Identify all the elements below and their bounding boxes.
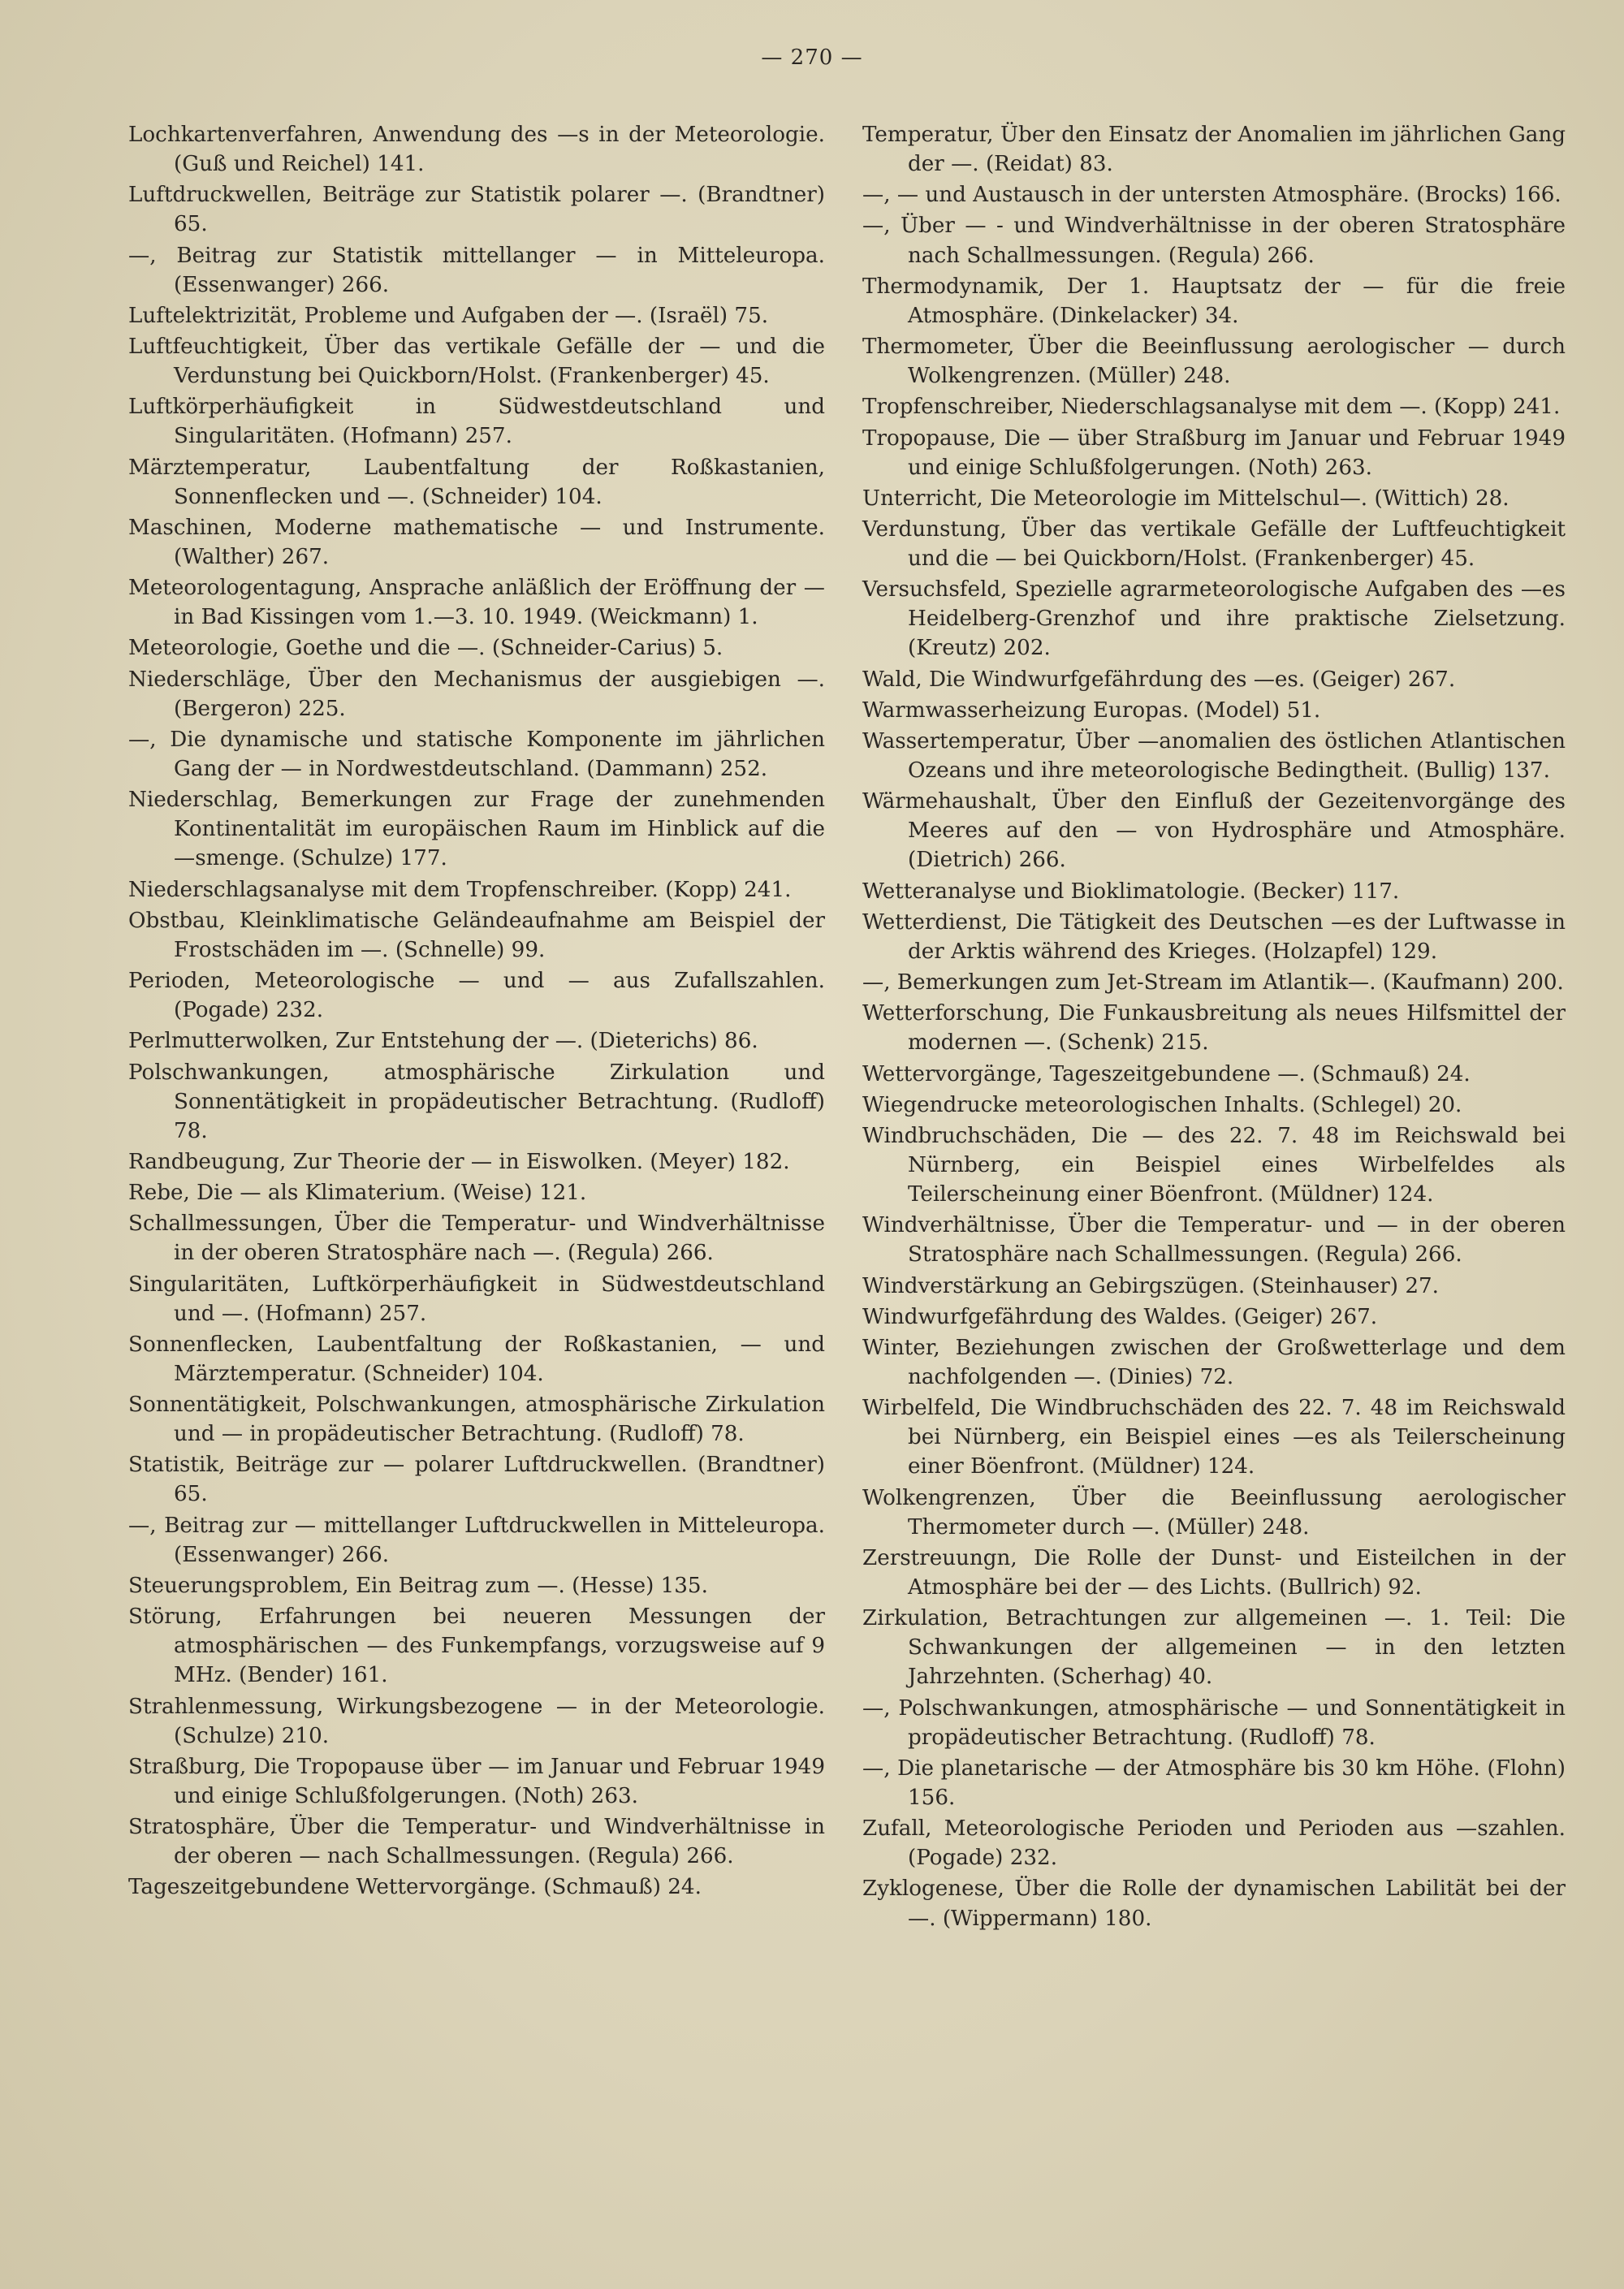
index-entry: Wirbelfeld, Die Windbruchschäden des 22. 7. 48 im Reichswald bei Nürnberg, ein Beispiel eines —es als Teilerscheinung einer Böenfront. (Müldner) 124. [862,1396,1566,1479]
index-entry: Temperatur, Über den Einsatz der Anomalien im jährlichen Gang der —. (Reidat) 83. [862,123,1566,177]
index-entry: Meteorologie, Goethe und die —. (Schneider-Carius) 5. [128,636,723,661]
index-entry: Lochkartenverfahren, Anwendung des —s in der Meteorologie. (Guß und Reichel) 141. [128,123,825,177]
index-entry: —, Polschwankungen, atmosphärische — und Sonnentätigkeit in propädeutischer Betrachtung. (Rudloff) 78. [862,1695,1566,1750]
index-entry: Wetterforschung, Die Funkausbreitung als neues Hilfsmittel der modernen —. (Schenk) 215. [862,1001,1566,1056]
index-entry: Perlmutterwolken, Zur Entstehung der —. (Dieterichs) 86. [128,1029,758,1054]
index-column-left [128,120,825,1904]
index-entry: Singularitäten, Luftkörperhäufigkeit in Südwestdeutschland und —. (Hofmann) 257. [128,1272,825,1326]
index-entry: Verdunstung, Über das vertikale Gefälle der Luftfeuchtigkeit und die — bei Quickborn/Holst. (Frankenberger) 45. [862,516,1566,572]
index-entry: Maschinen, Moderne mathematische — und Instrumente. (Walther) 267. [128,515,825,569]
index-entry: Straßburg, Die Tropopause über — im Januar und Februar 1949 und einige Schlußfolgerungen. (Noth) 263. [128,1754,825,1808]
index-entry: Unterricht, Die Meteorologie im Mittelschul—. (Wittich) 28. [862,486,1510,511]
index-entry: Perioden, Meteorologische — und — aus Zufallszahlen. (Pogade) 232. [128,969,825,1023]
index-entry: Windwurfgefährdung des Waldes. (Geiger) 267. [862,1304,1378,1329]
index-entry: Thermometer, Über die Beeinflussung aerologischer — durch Wolkengrenzen. (Müller) 248. [862,335,1566,389]
index-entry: —, Beitrag zur — mittellanger Luftdruckwellen in Mitteleuropa. (Essenwanger) 266. [128,1513,825,1567]
index-entry: Warmwasserheizung Europas. (Model) 51. [862,697,1321,723]
index-entry: Obstbau, Kleinklimatische Geländeaufnahme am Beispiel der Frostschäden im —. (Schnelle) 99. [128,908,825,962]
index-entry: Wassertemperatur, Über —anomalien des östlichen Atlantischen Ozeans und ihre meteorologische Bedingtheit. (Bullig) 137. [862,729,1566,784]
index-entry: Meteorologentagung, Ansprache anläßlich der Eröffnung der — in Bad Kissingen vom 1.—3. 10. 1949. (Weickmann) 1. [128,576,825,630]
index-entry: —, Die planetarische — der Atmosphäre bis 30 km Höhe. (Flohn) 156. [862,1756,1566,1810]
index-entry: Tageszeitgebundene Wettervorgänge. (Schmauß) 24. [128,1875,702,1900]
index-entry: Strahlenmessung, Wirkungsbezogene — in der Meteorologie. (Schulze) 210. [128,1694,825,1748]
index-entry: Wetterdienst, Die Tätigkeit des Deutschen —es der Luftwasse in der Arktis während des Krieges. (Holzapfel) 129. [862,909,1566,964]
index-entry: Wiegendrucke meteorologischen Inhalts. (Schlegel) 20. [862,1092,1462,1117]
index-entry: —, Bemerkungen zum Jet-Stream im Atlantik—. (Kaufmann) 200. [862,970,1564,995]
index-entry: Luftdruckwellen, Beiträge zur Statistik polarer —. (Brandtner) 65. [128,183,825,237]
index-entry: Sonnenflecken, Laubentfaltung der Roßkastanien, — und Märztemperatur. (Schneider) 104. [128,1332,825,1386]
index-column-right [862,120,1566,1935]
index-entry: Luftelektrizität, Probleme und Aufgaben der —. (Israël) 75. [128,303,769,328]
index-entry: Versuchsfeld, Spezielle agrarmeteorologische Aufgaben des —es Heidelberg-Grenzhof und ihre praktische Zielsetzung. (Kreutz) 202. [862,577,1566,661]
index-entry: Windbruchschäden, Die — des 22. 7. 48 im Reichswald bei Nürnberg, ein Beispiel eines Wirbelfeldes als Teilerscheinung einer Böenfront. (Müldner) 124. [862,1123,1566,1207]
index-entry: Zyklogenese, Über die Rolle der dynamischen Labilität bei der —. (Wippermann) 180. [862,1877,1566,1931]
index-entry: Luftfeuchtigkeit, Über das vertikale Gefälle der — und die Verdunstung bei Quickborn/Holst. (Frankenberger) 45. [128,335,825,389]
index-entry: Winter, Beziehungen zwischen der Großwetterlage und dem nachfolgenden —. (Dinies) 72. [862,1336,1566,1390]
index-entry: Märztemperatur, Laubentfaltung der Roßkastanien, Sonnenflecken und —. (Schneider) 104. [128,455,825,509]
index-entry: Stratosphäre, Über die Temperatur- und Windverhältnisse in der oberen — nach Schallmessungen. (Regula) 266. [128,1815,825,1869]
index-entry: Wärmehaushalt, Über den Einfluß der Gezeitenvorgänge des Meeres auf den — von Hydrosphäre und Atmosphäre. (Dietrich) 266. [862,789,1566,873]
index-entry: Wettervorgänge, Tageszeitgebundene —. (Schmauß) 24. [862,1061,1471,1086]
index-entry: Zerstreuungn, Die Rolle der Dunst- und Eisteilchen in der Atmosphäre bei der — des Lichts. (Bullrich) 92. [862,1545,1566,1600]
index-entry: Schallmessungen, Über die Temperatur- und Windverhältnisse in der oberen Stratosphäre nach —. (Regula) 266. [128,1211,825,1266]
index-entry: —, — und Austausch in der untersten Atmosphäre. (Brocks) 166. [862,183,1561,208]
index-entry: —, Die dynamische und statische Komponente im jährlichen Gang der — in Nordwestdeutschland. (Dammann) 252. [128,727,825,781]
index-entry: Statistik, Beiträge zur — polarer Luftdruckwellen. (Brandtner) 65. [128,1453,825,1507]
index-entry: Wolkengrenzen, Über die Beeinflussung aerologischer Thermometer durch —. (Müller) 248. [862,1485,1566,1540]
index-entry: Störung, Erfahrungen bei neueren Messungen der atmosphärischen — des Funkempfangs, vorzugsweise auf 9 MHz. (Bender) 161. [128,1604,825,1688]
index-entry: Windverstärkung an Gebirgszügen. (Steinhauser) 27. [862,1273,1439,1298]
index-entry: Steuerungsproblem, Ein Beitrag zum —. (Hesse) 135. [128,1573,708,1598]
index-entry: Zirkulation, Betrachtungen zur allgemeinen —. 1. Teil: Die Schwankungen der allgemeinen — in den letzten Jahrzehnten. (Scherhag) 40. [862,1606,1566,1690]
index-entry: Niederschlag, Bemerkungen zur Frage der zunehmenden Kontinentalität im europäischen Raum im Hinblick auf die —smenge. (Schulze) 177. [128,788,825,871]
index-entry: Wetteranalyse und Bioklimatologie. (Becker) 117. [862,879,1400,904]
index-entry: Wald, Die Windwurfgefährdung des —es. (Geiger) 267. [862,667,1456,692]
index-entry: Niederschläge, Über den Mechanismus der ausgiebigen —. (Bergeron) 225. [128,667,825,721]
index-entry: Polschwankungen, atmosphärische Zirkulation und Sonnentätigkeit in propädeutischer Betrachtung. (Rudloff) 78. [128,1060,825,1143]
index-entry: Windverhältnisse, Über die Temperatur- und — in der oberen Stratosphäre nach Schallmessungen. (Regula) 266. [862,1213,1566,1268]
index-entry: Luftkörperhäufigkeit in Südwestdeutschland und Singularitäten. (Hofmann) 257. [128,395,825,449]
index-entry: —, Über — - und Windverhältnisse in der oberen Stratosphäre nach Schallmessungen. (Regula) 266. [862,214,1566,268]
index-entry: Zufall, Meteorologische Perioden und Perioden aus —szahlen. (Pogade) 232. [862,1816,1566,1871]
index-entry: —, Beitrag zur Statistik mittellanger — in Mitteleuropa. (Essenwanger) 266. [128,243,825,297]
index-entry: Thermodynamik, Der 1. Hauptsatz der — für die freie Atmosphäre. (Dinkelacker) 34. [862,274,1566,328]
index-entry: Rebe, Die — als Klimaterium. (Weise) 121. [128,1181,587,1206]
index-entry: Tropopause, Die — über Straßburg im Januar und Februar 1949 und einige Schlußfolgerungen. (Noth) 263. [862,425,1566,480]
index-entry: Randbeugung, Zur Theorie der — in Eiswolken. (Meyer) 182. [128,1149,790,1174]
index-entry: Niederschlagsanalyse mit dem Tropfenschreiber. (Kopp) 241. [128,877,792,902]
index-entry: Sonnentätigkeit, Polschwankungen, atmosphärische Zirkulation und — in propädeutischer Betrachtung. (Rudloff) 78. [128,1393,825,1447]
page-number: — 270 — [761,45,863,70]
index-entry: Tropfenschreiber, Niederschlagsanalyse mit dem —. (Kopp) 241. [862,395,1561,420]
